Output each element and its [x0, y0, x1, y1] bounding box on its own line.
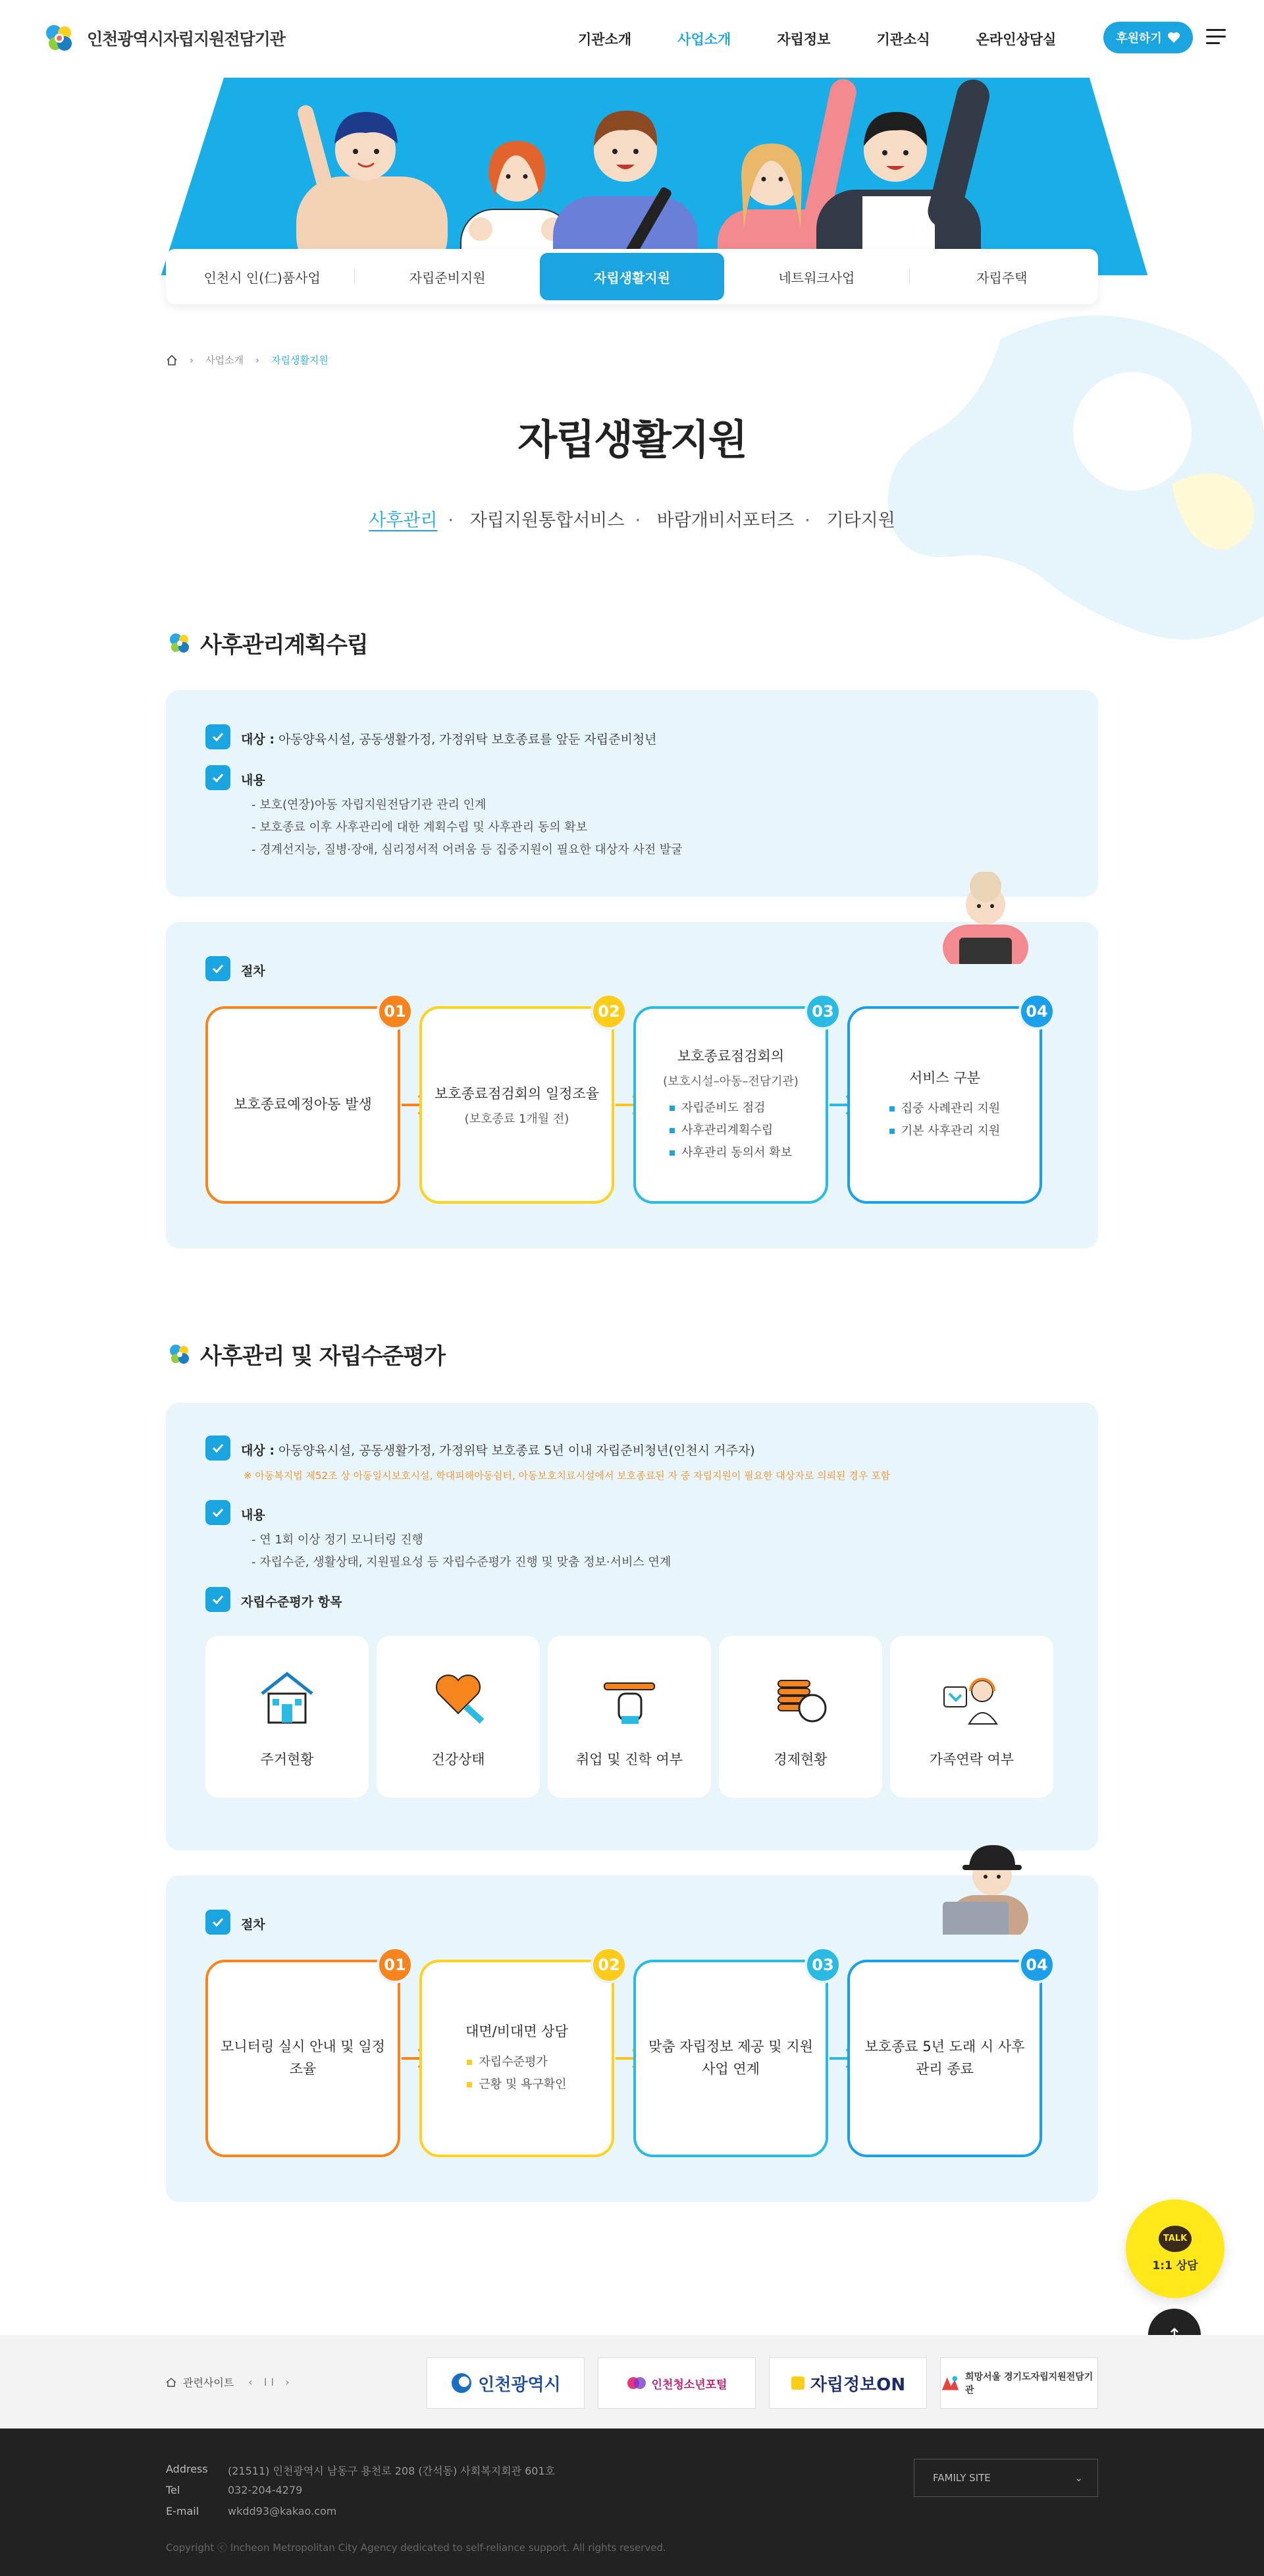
headset-phone-icon	[940, 1667, 1003, 1727]
step-card	[419, 1956, 620, 2157]
nav-counsel[interactable]: 온라인상담실	[976, 32, 1057, 47]
youth-portal-icon	[627, 2375, 646, 2391]
eval-label: 자립수준평가 항목	[241, 1595, 342, 1609]
related-pager[interactable]: ‹ II ›	[248, 2376, 294, 2388]
check-icon	[205, 1910, 230, 1935]
step-card	[419, 1002, 620, 1204]
content-row	[205, 765, 265, 790]
related-sites-label	[166, 2375, 294, 2390]
hand-pencil-icon	[598, 1667, 661, 1727]
eval-row	[205, 1587, 342, 1612]
section1-title: 사후관리계획수립	[200, 632, 368, 658]
procedure-row	[205, 1910, 265, 1935]
breadcrumb-current: 자립생활지원	[271, 354, 329, 366]
check-icon	[205, 1587, 230, 1612]
section2-heading	[166, 1338, 445, 1370]
content-row	[205, 1500, 265, 1525]
content-line: - 보호종료 이후 사후관리에 대한 계획수립 및 사후관리 동의 확보	[251, 820, 588, 834]
subnav-supporters[interactable]: 바람개비서포터즈	[656, 510, 795, 531]
eval-card-label: 건강상태	[431, 1752, 485, 1767]
family-site-label: FAMILY SITE	[933, 2472, 991, 2484]
section1-info-box	[166, 690, 1098, 897]
step-card	[633, 1002, 834, 1204]
eval-card-label: 경제현황	[774, 1752, 828, 1767]
related-site-jaripon[interactable]: 자립정보ON	[769, 2357, 927, 2409]
pinwheel-icon	[166, 630, 194, 657]
check-icon	[205, 1500, 230, 1525]
sub-nav: 사후관리 · 자립지원통합서비스 · 바람개비서포터즈 · 기타지원	[369, 510, 895, 531]
incheon-logo-icon	[450, 2372, 473, 2394]
footer-email: E-mail wkdd93@kakao.com	[166, 2505, 337, 2517]
step-item: 자립준비도 점검	[670, 1097, 792, 1119]
related-site-gyeonggi[interactable]: 희망서울 경기도자립지원전담기관	[940, 2357, 1098, 2409]
target-text: 아동양육시설, 공동생활가정, 가정위탁 보호종료 5년 이내 자립준비청년(인천시 거주자)	[278, 1443, 755, 1458]
heart-hand-icon	[427, 1667, 490, 1727]
pinwheel-icon	[166, 1341, 194, 1368]
footer-copyright: Copyright ⓒ Incheon Metropolitan City Agency dedicated to self-reliance support. All rights reserved.	[166, 2542, 666, 2554]
tab-housing[interactable]: 자립주택	[976, 269, 1028, 286]
tab-life-support[interactable]: 자립생활지원	[540, 253, 724, 300]
step-card	[633, 1956, 834, 2157]
step-card	[847, 1002, 1048, 1204]
eval-card-economy	[719, 1636, 882, 1798]
step-title: 보호종료 5년 도래 시 사후관리 종료	[864, 2039, 1025, 2077]
eval-card-family	[890, 1636, 1053, 1798]
nav-info[interactable]: 자립정보	[777, 32, 831, 47]
hero-banner	[0, 78, 1264, 275]
hero-illustration	[0, 78, 1264, 275]
check-icon	[205, 1436, 230, 1461]
student-laptop-illustration	[923, 1836, 1041, 1935]
check-icon	[205, 956, 230, 981]
site-footer	[0, 2428, 1264, 2576]
content-line: - 자립수준, 생활상태, 지원필요성 등 자립수준평가 진행 및 맞춤 정보·서비스 연계	[251, 1555, 672, 1569]
step-subtitle: (보호시설–아동–전담기관)	[663, 1074, 799, 1088]
content-label: 내용	[241, 773, 265, 788]
step-number: 03	[804, 993, 841, 1030]
grandma-illustration	[923, 872, 1041, 964]
sub-tab-bar	[166, 249, 1098, 304]
step-number: 01	[377, 1946, 413, 1983]
decorative-blob	[882, 300, 1264, 655]
talk-icon: TALK	[1159, 2226, 1192, 2252]
family-site-select[interactable]	[914, 2459, 1098, 2497]
target-row	[205, 724, 657, 749]
check-icon	[205, 765, 230, 790]
target-text: 아동양육시설, 공동생활가정, 가정위탁 보호종료를 앞둔 자립준비청년	[278, 732, 657, 747]
main-nav	[578, 29, 1102, 49]
step-item: 집중 사례관리 지원	[889, 1098, 1001, 1120]
target-row	[205, 1436, 755, 1461]
heart-icon	[1167, 32, 1180, 43]
kakao-talk-button[interactable]	[1126, 2199, 1224, 2298]
house-icon	[255, 1667, 319, 1727]
step-number: 02	[591, 1946, 627, 1983]
coins-icon	[769, 1667, 832, 1727]
tab-network[interactable]: 네트워크사업	[778, 269, 855, 286]
related-sites-bar	[0, 2335, 1264, 2428]
check-icon	[205, 724, 230, 749]
procedure-row	[205, 956, 265, 981]
step-card	[205, 1002, 406, 1204]
step-number: 04	[1018, 993, 1055, 1030]
chevron-right-icon: ›	[255, 354, 259, 366]
step-item: 기본 사후관리 지원	[889, 1120, 1001, 1142]
chevron-down-icon: ⌄	[1074, 2472, 1083, 2484]
target-label: 대상 :	[241, 1443, 275, 1458]
step-title: 보호종료점검회의 일정조율	[434, 1086, 600, 1102]
step-card	[847, 1956, 1048, 2157]
section1-heading	[166, 627, 368, 659]
site-logo[interactable]	[40, 18, 285, 58]
section1-procedure-box	[166, 922, 1098, 1248]
step-item: 자립수준평가	[467, 2051, 566, 2074]
step-number: 02	[591, 993, 627, 1030]
step-item: 사후관리 동의서 확보	[670, 1142, 792, 1164]
step-title: 보호종료예정아동 발생	[234, 1096, 372, 1113]
tab-inpum[interactable]: 인천시 인(仁)품사업	[203, 269, 321, 286]
step-card	[205, 1956, 406, 2157]
section2-info-box	[166, 1403, 1098, 1850]
section2-procedure-box	[166, 1875, 1098, 2202]
nav-business[interactable]: 사업소개	[677, 32, 731, 47]
target-note: ※ 아동복지법 제52조 상 아동일시보호시설, 학대피해아동쉼터, 아동보호치료시설에서 보호종료된 자 중 자립지원이 필요한 대상자로 의뢰된 경우 포함	[244, 1470, 891, 1482]
logo-icon	[40, 18, 79, 58]
target-label: 대상 :	[241, 732, 275, 747]
content-line: - 연 1회 이상 정기 모니터링 진행	[251, 1533, 423, 1547]
step-number: 04	[1018, 1946, 1055, 1983]
content-line: - 보호(연장)아동 자립지원전담기관 관리 인계	[251, 798, 487, 812]
breadcrumb-parent[interactable]: 사업소개	[205, 354, 244, 366]
donate-label: 후원하기	[1116, 32, 1162, 45]
hamburger-menu-icon[interactable]	[1206, 29, 1226, 46]
eval-card-label: 가족연락 여부	[929, 1752, 1014, 1767]
subnav-integrated[interactable]: 자립지원통합서비스	[469, 510, 625, 531]
donate-button[interactable]	[1103, 22, 1193, 53]
subnav-aftercare[interactable]: 사후관리	[369, 510, 438, 531]
nav-news[interactable]: 기관소식	[876, 32, 930, 47]
talk-label: 1:1 상담	[1152, 2259, 1198, 2272]
eval-card-label: 주거현황	[260, 1752, 314, 1767]
eval-card-career	[548, 1636, 711, 1798]
step-title: 보호종료점검회의	[677, 1048, 785, 1064]
related-site-incheon[interactable]: 인천광역시	[427, 2357, 585, 2409]
procedure-label: 절차	[241, 1918, 265, 1932]
step-item: 사후관리계획수립	[670, 1119, 792, 1142]
page-title: 자립생활지원	[517, 416, 747, 464]
eval-card-health	[377, 1636, 540, 1798]
tab-prep-support[interactable]: 자립준비지원	[409, 269, 486, 286]
related-label-text: 관련사이트	[183, 2376, 234, 2389]
eval-card-housing	[205, 1636, 369, 1798]
home-icon	[166, 2378, 176, 2387]
step-number: 03	[804, 1946, 841, 1983]
content-label: 내용	[241, 1508, 265, 1522]
footer-address: Address (21511) 인천광역시 남동구 용천로 208 (간석동) 사회복지회관 601호	[166, 2463, 556, 2477]
jaripon-logo-icon	[791, 2376, 805, 2390]
procedure-label: 절차	[241, 964, 265, 979]
home-icon[interactable]	[166, 355, 178, 365]
nav-about[interactable]: 기관소개	[578, 32, 632, 47]
step-number: 01	[377, 993, 413, 1030]
chevron-right-icon: ›	[190, 354, 194, 366]
site-header	[0, 0, 1264, 78]
content-line: - 경계선지능, 질병·장애, 심리정서적 어려움 등 집중지원이 필요한 대상자 사전 발굴	[251, 843, 683, 857]
subnav-etc[interactable]: 기타지원	[826, 510, 895, 531]
section2-title: 사후관리 및 자립수준평가	[200, 1343, 445, 1370]
step-title: 모니터링 실시 안내 및 일정조율	[221, 2039, 385, 2077]
footer-tel: Tel 032-204-4279	[166, 2484, 303, 2496]
related-site-youth[interactable]: 인천청소년포털	[598, 2357, 756, 2409]
breadcrumb	[166, 353, 329, 367]
step-subtitle: (보호종료 1개월 전)	[464, 1112, 569, 1126]
step-title: 서비스 구분	[908, 1070, 981, 1087]
step-title: 대면/비대면 상담	[465, 2024, 568, 2040]
org-name: 인천광역시자립지원전담기관	[87, 30, 285, 49]
step-title: 맞춤 자립정보 제공 및 지원사업 연계	[648, 2039, 813, 2077]
step-item: 근황 및 욕구확인	[467, 2074, 566, 2096]
gyeonggi-logo-icon	[941, 2375, 960, 2392]
eval-card-label: 취업 및 진학 여부	[575, 1752, 683, 1767]
